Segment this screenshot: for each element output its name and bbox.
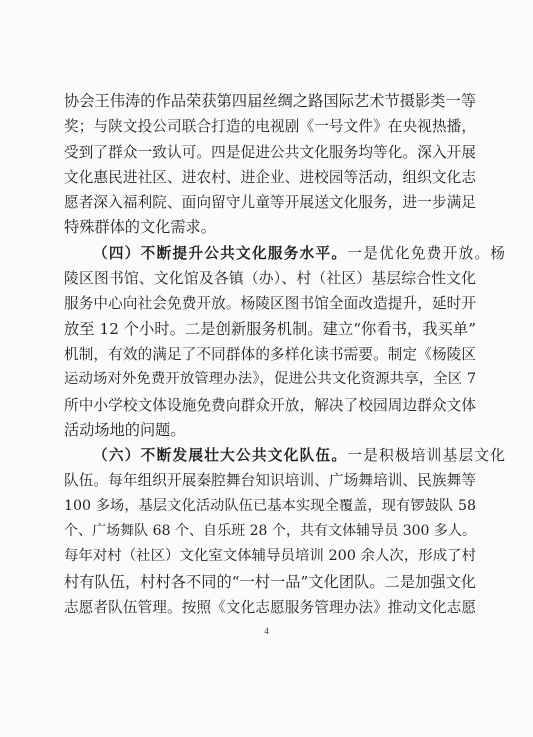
section-4-first-line [64,241,505,266]
text-line: 所中小学校文体设施免费向群众开放，解决了校园周边群众文体 [64,396,476,414]
section-4-first-line-text: 一是优化免费开放。杨 [347,244,505,262]
page-number: 4 [264,626,269,636]
text-line: 特殊群体的文化需求。 [64,218,216,237]
section-6-first-line [64,443,505,468]
section-6-first-line-text: 一是积极培训基层文化 [347,447,505,465]
text-line: 受到了群众一致认可。四是促进公共文化服务均等化。深入开展 [64,143,476,161]
text-line: 活动场地的问题。 [64,420,186,439]
body-text [64,89,505,620]
text-line: 每年对村（社区）文化室文体辅导员培训 200 余人次，形成了村 [64,548,476,565]
text-line: 队伍。每年组织开展秦腔舞台知识培训、广场舞培训、民族舞等 [64,472,476,490]
section-4-heading: （四）不断提升公共文化服务水平。 [93,244,348,262]
text-line: 协会王伟涛的作品荣获第四届丝绸之路国际艺术节摄影类一等 [64,92,476,110]
text-line: 个、广场舞队 68 个、自乐班 28 个，共有文体辅导员 300 多人。 [64,523,476,540]
text-line: 村有队伍，村村各不同的“一村一品”文化团队。二是加强文化 [64,572,476,591]
section-6-heading: （六）不断发展壮大公共文化队伍。 [93,447,348,465]
text-line: 愿者深入福利院、面向留守儿童等开展送文化服务，进一步满足 [64,194,476,212]
text-line: 陵区图书馆、文化馆及各镇（办）、村（社区）基层综合性文化 [64,270,476,288]
text-line: 志愿者队伍管理。按照《文化志愿服务管理办法》推动文化志愿 [64,598,476,616]
text-line: 文化惠民进社区、进农村、进企业、进校园等活动，组织文化志 [64,168,476,186]
text-line: 服务中心向社会免费开放。杨陵区图书馆全面改造提升，延时开 [64,295,476,313]
text-line: 奖；与陕文投公司联合打造的电视剧《一号文件》在央视热播， [64,118,476,136]
text-line: 机制，有效的满足了不同群体的多样化读书需要。制定《杨陵区 [64,345,476,363]
text-line: 放至 12 个小时。二是创新服务机制。建立“你看书，我买单” [64,319,476,338]
text-line: 运动场对外免费开放管理办法》，促进公共文化资源共享，全区 7 [64,371,476,388]
text-line: 100 多场，基层文化活动队伍已基本实现全覆盖，现有锣鼓队 58 [64,497,476,514]
